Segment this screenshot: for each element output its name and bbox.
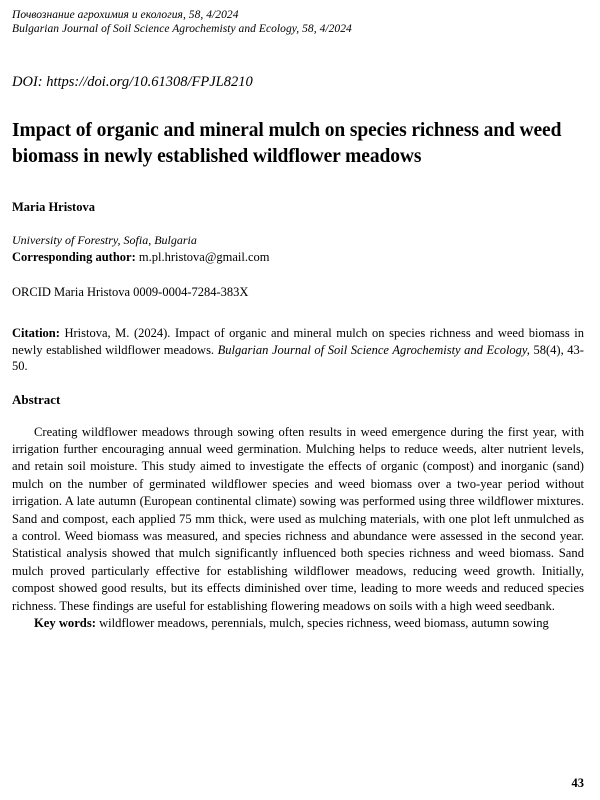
- running-head: [12, 8, 584, 36]
- doi-line: [12, 73, 584, 91]
- running-head-bulgarian: Почвознание агрохимия и екология, 58, 4/2024: [12, 9, 239, 21]
- corresponding-author-email[interactable]: m.pl.hristova@gmail.com: [138, 250, 270, 264]
- keywords-block: [12, 615, 584, 632]
- keywords-text: wildflower meadows, perennials, mulch, species richness, weed biomass, autumn sowing: [95, 615, 549, 630]
- corresponding-author-label: Corresponding author:: [12, 250, 136, 264]
- page-number: 43: [571, 776, 584, 790]
- author-name: Maria Hristova: [12, 200, 95, 214]
- corresponding-author-line: [12, 249, 584, 265]
- citation-block: [12, 325, 584, 375]
- abstract-body: Creating wildflower meadows through sowing often results in weed emergence during the first year, with irrigation further encouraging annual weed germination. Mulching helps to reduce weeds, alter nutrient levels, and retain soil moisture. This study aimed to investigate the effects of organic (compost) and inorganic (sand) mulch on the number of germinated wildflower species and weed biomass over a two-year period without irrigation. A late autumn (European continental climate) sowing was performed using three wildflower mixtures. Sand and compost, each applied 75 mm thick, were used as mulching materials, with one plot left unmulched as a control. Weed biomass was measured, and species richness and abundance were assessed in the second year. Statistical analysis showed that mulch significantly influenced both species richness and weed biomass. Sand mulch proved particularly effective for establishing wildflower meadows, reducing weed growth. Initially, compost showed good results, but its effects diminished over time, leading to more weeds and reduced species richness. These findings are useful for establishing flowering meadows on soils with a high weed seedbank.: [12, 424, 584, 613]
- keywords-label: Key words:: [34, 615, 96, 630]
- doi-text[interactable]: DOI: https://doi.org/10.61308/FPJL8210: [12, 74, 253, 90]
- page-title: Impact of organic and mineral mulch on species richness and weed biomass in newly established wildflower meadows: [12, 120, 562, 167]
- citation-label: Citation:: [12, 326, 60, 340]
- orcid-line[interactable]: ORCID Maria Hristova 0009-0004-7284-383X: [12, 285, 249, 299]
- citation-text-after-journal: 58(4), 43-50.: [12, 342, 584, 373]
- abstract-heading: Abstract: [12, 391, 61, 407]
- author-affiliation: University of Forestry, Sofia, Bulgaria: [12, 233, 197, 247]
- running-head-english: Bulgarian Journal of Soil Science Agrochemisty and Ecology, 58, 4/2024: [12, 23, 352, 35]
- citation-text-before-journal: Hristova, M. (2024). Impact of organic and mineral mulch on species richness and weed biomass in newly established wildflower meadows.: [12, 326, 584, 357]
- citation-journal-name: Bulgarian Journal of Soil Science Agrochemisty and Ecology,: [217, 342, 530, 357]
